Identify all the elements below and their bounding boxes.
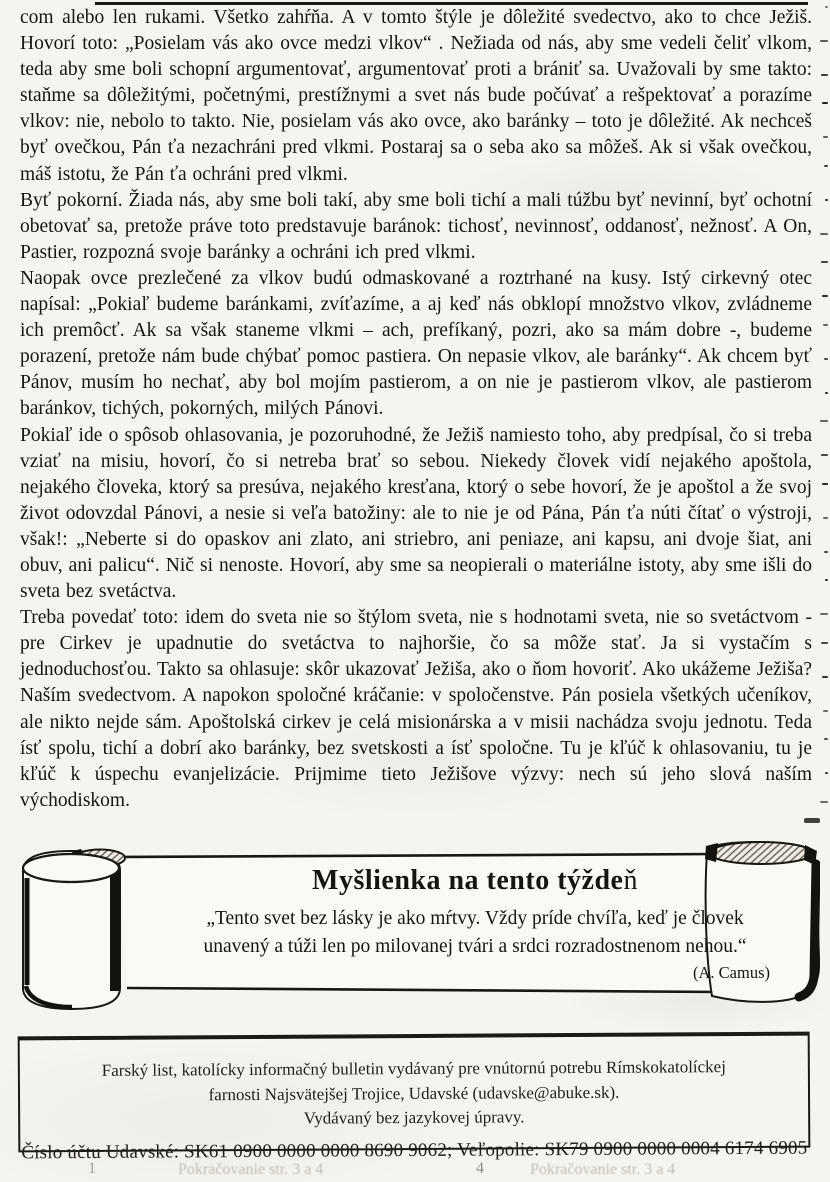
ghost-text-right: Pokračovanie str. 3 a 4 [530,1161,676,1178]
scan-speck-artifact [821,261,828,263]
scan-speck-artifact [820,613,828,615]
body-paragraph: Treba povedať toto: idem do sveta nie so štýlom sveta, nie s hodnotami sveta, nie so svetáctvom - pre Cirkev je upadnutie do svetáctva to najhoršie, čo sa môže stať. Ja si vystačím s jednoduchosťou. Takto sa ohlasuje: skôr ukazovať Ježiša, ako o ňom hovoriť. Ako ukážeme Ježiša? Naším svedectvom. A napokon spoločné kráčanie: v spoločenstve. Pán posiela všetkých učeníkov, ale nikto nejde sám. Apoštolská cirkev je celá misionárska a v misii nachádza svoju jednotu. Teda ísť spolu, tichí a dobrí ako baránky, bez svetskosti a ísť spoločne. Tu je kľúč k ohlasovaniu, tu je kľúč k úspechu evanjelizácie. Prijmime tieto Ježišove výzvy: nech sú jeho slová naším východiskom. [20,607,812,811]
scan-speck-artifact [825,772,828,774]
imprint-line-1: Farský list, katolícky informačný bulletin vydávaný pre vnútornú potrebu Rímskokatolíckej [101,1057,726,1080]
quote-line-2: unavený a túži len po milovanej tvári a srdci rozradostnenom nehou.“ [203,935,747,957]
scan-speck-artifact [804,818,820,823]
scan-speck-artifact [820,233,828,235]
weekly-thought-title-text: Myšlienka na tento týžde [312,865,624,896]
scan-speck-artifact [825,392,828,394]
body-paragraph: Naopak ovce prezlečené za vlkov budú odmaskované a roztrhané na kusy. Istý cirkevný otec napísal: „Pokiaľ budeme baránkami, zvíťazíme, a aj keď nás obklopí množstvo vlkov, zvládneme ich premôcť. Ak sa však staneme vlkmi – ach, prefíkaný, pozri, ako sa mám dobre -, budeme porazení, pretože nám bude chýbať pomoc pastiera. On nepasie vlkov, ale baránky“. Ak chcem byť Pánov, musím ho nechať, aby bol mojím pastierom, a on nie je pastierom vlkov, ale pastierom baránkov, tichých, pokorných, milých Pánovi. [20,267,812,420]
weekly-thought-title-suffix: ň [623,865,638,896]
body-paragraph: Pokiaľ ide o spôsob ohlasovania, je pozoruhodné, že Ježiš namiesto toho, aby predpísal, čo si treba vziať na misiu, hovorí, čo si netreba brať so sebou. Niekedy človek vidí nejakého apoštola, nejakého človeka, ktorý sa presúva, nejakého kresťana, ktorý o sebe hovorí, že je apoštol a že svoj život odovzdal Pánovi, a nesie si veľa batožiny: ale to nie je od Pána, Pán ťa núti čítať o výstroji, však!: „Neberte si do opaskov ani zlato, ani striebro, ani peniaze, ani kapsu, ani dvoje šiat, ani obuv, ani palicu“. Nič si nenoste. Hovorí, aby sme sa neopierali o materiálne istoty, aby sme išli do sveta bez svetáctva. [20,424,812,603]
scan-speck-artifact [820,420,828,422]
scan-speck-artifact [822,483,828,485]
scan-speck-artifact [823,136,828,138]
scan-speck-artifact [825,199,828,201]
weekly-thought-title [150,864,800,898]
weekly-thought-quote [150,905,800,960]
scan-speck-artifact [821,642,828,644]
imprint-line-3: Vydávaný bez jazykovej úpravy. [303,1107,525,1128]
bulletin-imprint-box [18,1032,811,1163]
scroll-left-roll [23,849,125,1009]
scan-speck-artifact [821,74,828,76]
scan-speck-artifact [823,710,828,712]
scan-speck-artifact [824,165,828,167]
quote-line-1: „Tento svet bez lásky je ako mŕtvy. Vždy príde chvíľa, keď je človek [206,908,744,929]
quote-attribution: (A. Camus) [693,963,770,982]
weekly-thought [150,864,800,983]
scan-speck-artifact [822,295,828,297]
scan-speck-artifact [822,676,828,678]
bank-account-line: Číslo účtu Udavské: SK61 0900 0000 0000 8690 9062; Veľopolie: SK79 0900 0000 0004 6174 6905 [21,1137,808,1163]
scan-speck-artifact [823,517,828,519]
scan-speck-artifact [825,6,828,8]
scan-speck-artifact [825,579,828,581]
left-page-mark: 1 [88,1160,96,1177]
imprint-line-2: farnosti Najsvätejšej Trojice, Udavské (udavske@abuke.sk). [208,1082,620,1104]
scan-speck-artifact [824,358,828,360]
scan-speck-artifact [822,102,828,104]
page-number: 4 [476,1160,484,1177]
scan-speck-artifact [824,738,828,740]
body-paragraph: Byť pokorní. Žiada nás, aby sme boli takí, aby sme boli tichí a mali túžbu byť nevinní, byť ochotní obetovať sa, pretože práve toto predstavuje baránok: tichosť, nevinnosť, oddanosť, nežnosť. A On, Pastier, rozpozná svoje baránky a ochráni ich pred vlkmi. [20,189,812,263]
scan-speck-artifact [823,324,828,326]
scroll-banner [15,838,820,1016]
scan-speck-artifact [820,40,828,42]
scan-speck-artifact [820,801,828,803]
scan-speck-artifact [821,454,828,456]
article-body [20,5,812,814]
scan-speck-artifact [824,551,828,553]
body-paragraph: com alebo len rukami. Všetko zahŕňa. A v tomto štýle je dôležité svedectvo, ako to chce Ježiš. Hovorí toto: „Posielam vás ako ovce medzi vlkov“ . Nežiada od nás, aby sme vedeli čeliť vlkom, teda aby sme boli schopní argumentovať, argumentovať proti a brániť sa. Uvažovali by sme takto: staňme sa dôležitými, početnými, prestížnymi a svet nás bude počúvať a rešpektovať a porazíme vlkov: nie, nebolo to takto. Nie, posielam vás ako ovce, ako baránky – toto je dôležité. Ak nechceš byť ovečkou, Pán ťa nezachráni pred vlkmi. Postaraj sa o seba ako sa môžeš. Ak si však ovečkou, máš istotu, že Pán ťa ochráni pred vlkmi. [20,7,812,185]
ghost-text-left: Pokračovanie str. 3 a 4 [178,1161,324,1178]
page-bottom-row [0,1158,830,1182]
